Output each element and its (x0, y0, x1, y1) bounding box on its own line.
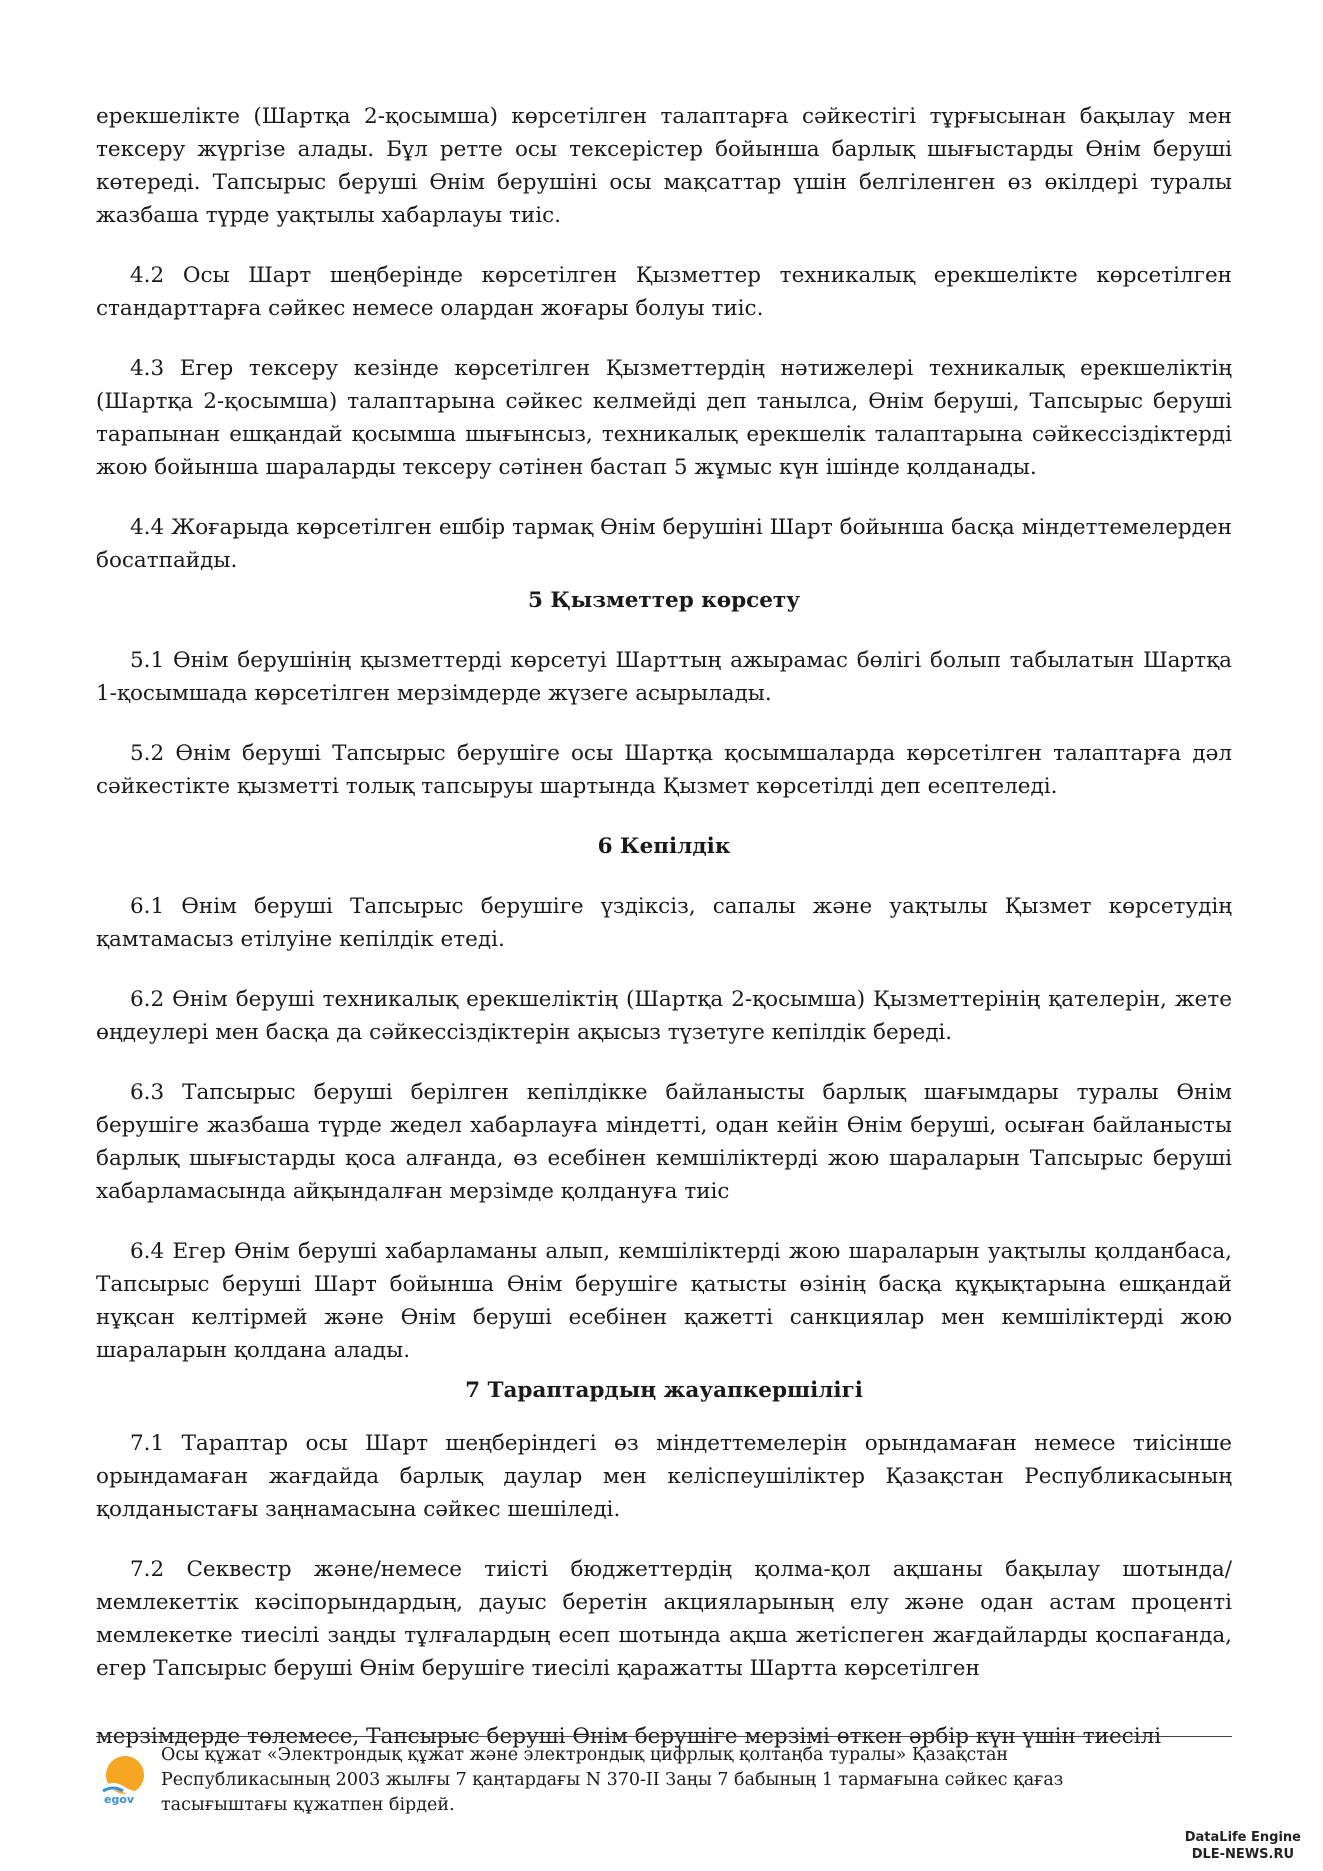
egov-logo-icon (97, 1753, 149, 1805)
section-heading-6: 6 Кепілдік (597, 834, 731, 859)
svg-text:egov: egov (104, 1793, 135, 1805)
paragraph-6-4: 6.4 Егер Өнім беруші хабарламаны алып, кемшіліктерді жою шараларын уақтылы қолданбаса, Тапсырыс беруші Шарт бойынша Өнім берушіге қатысты өзінің басқа құқықтарына ешқандай нұқсан келтірмей және Өнім беруші есебінен қажетті санкциялар мен кемшіліктерді жою шараларын қолдана алады. (96, 1239, 1232, 1363)
dle-watermark (1185, 1829, 1301, 1863)
watermark-line-1: DataLife Engine (1184, 1830, 1301, 1845)
footer-divider (96, 1736, 1232, 1737)
paragraph-4-3: 4.3 Егер тексеру кезінде көрсетілген Қызметтердің нәтижелері техникалық ерекшеліктің (Шартқа 2-қосымша) талаптарына сәйкес келмейді деп танылса, Өнім беруші, Тапсырыс беруші тарапынан ешқандай қосымша шығынсыз, техникалық ерекшелік талаптарына сәйкессіздіктерді жою бойынша шараларды тексеру сәтінен бастап 5 жұмыс күн ішінде қолданады. (96, 356, 1232, 480)
paragraph-4-1-continuation: ерекшелікте (Шартқа 2-қосымша) көрсетілген талаптарға сәйкестігі тұрғысынан бақылау мен тексеру жүргізе алады. Бұл ретте осы тексерістер бойынша барлық шығыстарды Өнім беруші көтереді. Тапсырыс беруші Өнім берушіні осы мақсаттар үшін белгіленген өз өкілдері туралы жазбаша түрде уақтылы хабарлауы тиіс. (96, 104, 1232, 228)
paragraph-6-3: 6.3 Тапсырыс беруші берілген кепілдікке байланысты барлық шағымдары туралы Өнім берушіге жазбаша түрде жедел хабарлауға міндетті, одан кейін Өнім беруші, осыған байланысты барлық шығыстарды қоса алғанда, өз есебінен кемшіліктерді жою шараларын Тапсырыс беруші хабарламасында айқындалған мерзімде қолдануға тиіс (96, 1080, 1232, 1204)
document-body (96, 100, 1232, 1712)
paragraph-5-2: 5.2 Өнім беруші Тапсырыс берушіге осы Шартқа қосымшаларда көрсетілген талаптарға дәл сәйкестікте қызметті толық тапсыруы шартында Қызмет көрсетілді деп есептеледі. (96, 741, 1232, 799)
section-heading-7: 7 Тараптардың жауапкершілігі (465, 1378, 863, 1403)
section-heading-5: 5 Қызметтер көрсету (527, 588, 801, 613)
paragraph-7-1: 7.1 Тараптар осы Шарт шеңберіндегі өз міндеттемелерін орындамаған немесе тиісінше орындамаған жағдайда барлық даулар мен келіспеушіліктер Қазақстан Республикасының қолданыстағы заңнамасына сәйкес шешіледі. (96, 1431, 1232, 1522)
paragraph-7-2: 7.2 Секвестр және/немесе тиісті бюджеттердің қолма-қол ақшаны бақылау шотында/мемлекеттік кәсіпорындардың, дауыс беретін акцияларының елу және одан астам проценті мемлекетке тиесілі заңды тұлғалардың есеп шотында ақша жетіспеген жағдайларды қоспағанда, егер Тапсырыс беруші Өнім берушіге тиесілі қаражатты Шартта көрсетілген (96, 1557, 1232, 1681)
paragraph-7-2-overflow-line: мерзімдерде төлемесе, Тапсырыс беруші Өнім берушіге мерзімі өткен әрбір күн үшін тиесілі (96, 1724, 1162, 1749)
paragraph-6-1: 6.1 Өнім беруші Тапсырыс берушіге үздіксіз, сапалы және уақтылы Қызмет көрсетудің қамтамасыз етілуіне кепілдік етеді. (96, 894, 1232, 952)
watermark-line-2: DLE-NEWS.RU (1191, 1847, 1295, 1862)
legal-footer-note: Осы құжат «Электрондық құжат және электрондық цифрлық қолтаңба туралы» Қазақстан Республикасының 2003 жылғы 7 қаңтардағы N 370-II Заңы 7 бабының 1 тармағына сәйкес қағаз тасығыштағы құжатпен бірдей. (161, 1745, 1064, 1815)
paragraph-4-2: 4.2 Осы Шарт шеңберінде көрсетілген Қызметтер техникалық ерекшелікте көрсетілген стандарттарға сәйкес немесе олардан жоғары болуы тиіс. (96, 263, 1232, 321)
paragraph-4-4: 4.4 Жоғарыда көрсетілген ешбір тармақ Өнім берушіні Шарт бойынша басқа міндеттемелерден босатпайды. (96, 515, 1232, 573)
paragraph-5-1: 5.1 Өнім берушінің қызметтерді көрсетуі Шарттың ажырамас бөлігі болып табылатын Шартқа 1-қосымшада көрсетілген мерзімдерде жүзеге асырылады. (96, 648, 1232, 706)
paragraph-6-2: 6.2 Өнім беруші техникалық ерекшеліктің (Шартқа 2-қосымша) Қызметтерінің қателерін, жете өңдеулері мен басқа да сәйкессіздіктерін ақысыз түзетуге кепілдік береді. (96, 987, 1232, 1045)
